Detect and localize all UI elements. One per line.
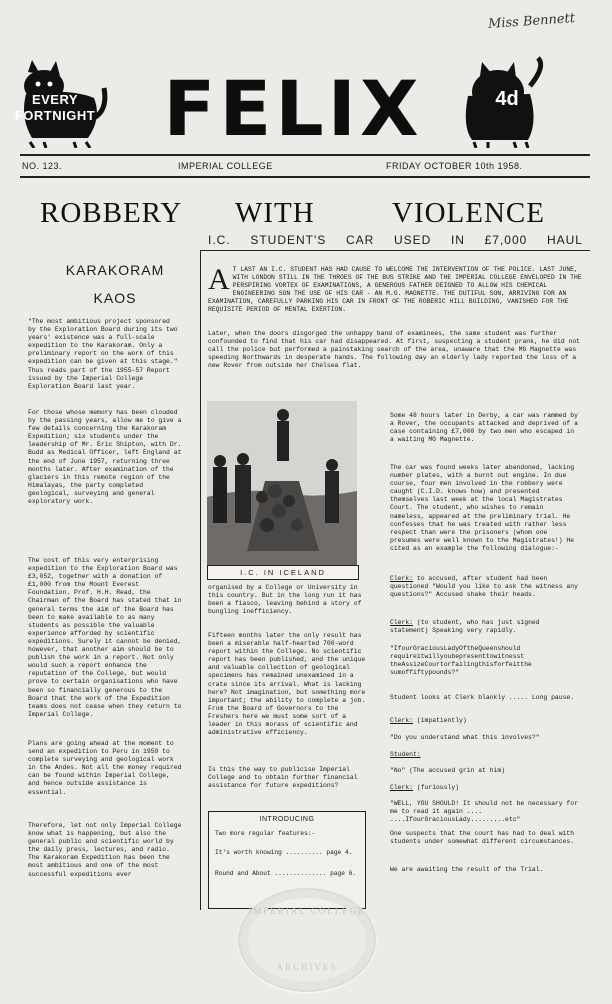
dialogue-text: (to student, who has just signed statement) Speaking very rapidly. (390, 619, 540, 635)
subhead-word: I.C. (208, 233, 231, 247)
college-name: IMPERIAL COLLEGE (178, 161, 273, 171)
subhead-word: £7,000 (484, 233, 528, 247)
dialogue-line (390, 619, 580, 635)
dialogue-line: One suspects that the court has had to deal with students under somewhat different circumstances. (390, 830, 575, 846)
dialogue-line: We are awaiting the result of the Trial. (390, 866, 544, 873)
price-badge: 4d (495, 88, 519, 110)
issue-date: FRIDAY OCTOBER 10th 1958. (386, 161, 523, 171)
introducing-title: INTRODUCING (259, 816, 315, 823)
robbery-para-3: Some 48 hours later in Derby, a car was rammed by a Rover, the occupants attacked and deprived of a case containing £7,000 by two men who escaped in a waiting MG Magnette. (390, 412, 578, 444)
subhead-word: HAUL (546, 233, 583, 247)
karakoram-continuation-para-2: Is this the way to publicise Imperial College and to obtain further financial assistance for future expeditions? (208, 766, 358, 790)
subhead-rule (200, 250, 590, 251)
handwritten-annotation: Miss Bennett (487, 10, 576, 33)
dialogue-speaker: Clerk: (390, 784, 414, 791)
dialogue-text: to accused, after student had been questioned "Would you like to ask the witness any questions?" Accused shake their heads. (390, 575, 578, 599)
dialogue-line (390, 575, 580, 599)
feature-page: page 6. (330, 870, 357, 877)
feature-label: Round and About .............. (215, 870, 327, 877)
karakoram-continuation-para-1: Fifteen months later the only result has been a miserable half-hearted 700-word report within the College. No scientific report has been published, and the unique and valuable collection of geological specimens has remained unexamined in a crate since its arrival. What is lacking here? Not imagination, but something more important; the ability to complete a job. From the Board of Governors to the Freshers here we must some sort of a leader in this morass of scientific and administrative efficiency. (208, 632, 366, 737)
banner-line2: FORTNIGHT (14, 108, 96, 123)
introducing-item (215, 869, 359, 878)
issue-number: NO. 123. (22, 161, 63, 171)
dialogue-line: "IfourGraciousLadyOftheQueenshould requireitwillyoubepresenttowitnesst theAssizeCourtorfailingthisforfeitthe sumoffiftypounds?" (390, 645, 532, 677)
robbery-para-4: The car was found weeks later abandoned, lacking number plates, with a burnt out engine. In due course, four men involved in the robbery were caught (C.I.D. knows how) and presented themselves last week at the local Magistrates Court. The student, who wishes to remain nameless, appeared at the preliminary trial. He confesses that he was treated with rather less respect than were the prisoners (whom one presumes were well known to the Magistrates!) He cited as an example the following dialogue:- (390, 464, 575, 552)
karakoram-para-4: The cost of this very enterprising expedition to the Exploration Board was £3,052, together with a donation of £1,000 from the Mount Everest Foundation. Prof. H.H. Read, the Chairman of the Board has stated that in general terms the aim of the Board has been to make available to as many students as possible the valuable experience afforded by scientific expeditions. Surely it cannot be denied, however, that another aim should be to publish the work in a report. Not only would such a report enhance the reputation of the College, but would prove to certain organisations who have been so financially generous to the Board that the work of the Expedition teams does not cease when they return to Imperial College. (28, 557, 182, 718)
dialogue-line (390, 784, 580, 792)
kaos-title: KAOS (93, 290, 137, 306)
dialogue-line: "No" (The accused grin at him) (390, 767, 506, 774)
drop-cap: A (208, 263, 230, 296)
felix-masthead-title: FELIX (163, 64, 423, 153)
dialogue-speaker: Clerk: (390, 575, 414, 582)
seal-text-top: IMPERIAL COLLEGE (248, 906, 366, 916)
headline-with: WITH (235, 197, 315, 229)
dialogue-speaker: Student: (390, 751, 421, 758)
iceland-photo (207, 401, 357, 565)
robbery-subhead (208, 233, 583, 247)
karakoram-para-6: Therefore, let not only Imperial College know what is happening, but also the general public and scientific world by the daily press, lectures, and radio. The Karakoram Expedition has been the most ambitious and one of the most successful expeditions ever (28, 822, 182, 878)
subhead-word: USED (393, 233, 432, 247)
masthead-rule-top (20, 154, 590, 156)
subhead-word: STUDENT'S (250, 233, 327, 247)
karakoram-title: KARAKORAM (65, 262, 165, 278)
dialogue-text: (impatiently) (416, 717, 467, 724)
karakoram-para-2: Thus reads part of the 1955-57 Report issued by the Imperial College Exploration Board last year. (28, 367, 170, 391)
introducing-subtitle: Two more regular features:- (215, 830, 316, 837)
dialogue-line (390, 717, 580, 725)
subhead-word: IN (450, 233, 465, 247)
feature-label: It's worth knowing .......... (215, 849, 323, 856)
banner-line1: EVERY (31, 92, 79, 107)
dialogue-line (390, 751, 580, 759)
subhead-word: CAR (345, 233, 375, 247)
robbery-para-2: Later, when the doors disgorged the unhappy band of examinees, the same student was further confounded to find that his car had disappeared. At first, suspecting a student prank, he did not call the police but performed a painstaking search of the area, unaware that the MG Magnette was speeding Northwards in desperate hands. The following day an elderly lady reported the loss of a new Rover from outside her Chelsea flat. (208, 330, 580, 370)
karakoram-para-1: "The most ambitious project sponsored by the Exploration Board during its two years' existence was a full-scale expedition to the Karakoram. Only a preliminary report on the work of this expedition can be given at this stage." (28, 318, 178, 366)
dialogue-speaker: Clerk: (390, 619, 414, 626)
karakoram-para-3: For those whose memory has been clouded by the passing years, allow me to give a few details concerning the Karakoram Expedition; six students under the leadership of Mr. Eric Shipton, with Dr. Budd as Medical Officer, left England at the end of June 1957, returning three months later. After examination of the glaciers in this remote region of the Himalayas, the party completed geological, surveying and general exploratory work. (28, 409, 182, 506)
photo-caption: I.C. IN ICELAND (207, 565, 359, 580)
left-column-rule (200, 250, 201, 910)
dialogue-line: "Do you understand what this involves?" (390, 734, 540, 741)
banner-every-fortnight (14, 92, 96, 124)
headline-violence: VIOLENCE (392, 197, 545, 229)
headline-robbery: ROBBERY (40, 197, 183, 229)
robbery-lead-text: T LAST AN I.C. STUDENT HAS HAD CAUSE TO WELCOME THE INTERVENTION OF THE POLICE. LAST JUNE, WITH LONDON STILL IN THE THROES OF THE BUS STRIKE AND THE IMPERIAL COLLEGE ENVELOPED IN THE PERSPIRING VORTEX OF EXAMINATIONS, A GENEROUS FATHER DEIGNED TO ALLOW HIS CHEMICAL ENGINEERING SON THE USE OF HIS CAR - AN M.G. MAGNETTE. THE DUTIFUL SON, ARRIVING FOR AN EXAMINATION, CAREFULLY PARKING HIS CAR IN FRONT OF THE ROBERIC HILL BUILDING, VANISHED FOR THE REQUISITE PERIOD OF MENTAL EXERTION. (208, 266, 582, 314)
robbery-lead (208, 263, 583, 315)
karakoram-para-5: Plans are going ahead at the moment to send an expedition to Peru in 1959 to complete surveying and geological work in the Andes. Not all the money required can be found within Imperial College, and hence outside assistance is essential. (28, 740, 182, 796)
dialogue-line: Student looks at Clerk blankly ..... Long pause. (390, 694, 575, 701)
dialogue-line: "WELL, YOU SHOULD! It should not be necessary for me to read it again .... ....IfourGraciousLady.........etc" (390, 800, 578, 824)
feature-page: page 4. (326, 849, 353, 856)
masthead-rule-bottom (20, 176, 590, 178)
introducing-item (215, 848, 359, 857)
karakoram-continuation: organised by a College or University in this country. But in the long run it has been a fiasco, leaving behind a story of bungling inefficiency. (208, 584, 362, 616)
dialogue-text: (furiously) (416, 784, 460, 791)
seal-text-bottom: ARCHIVES (276, 962, 338, 972)
dialogue-speaker: Clerk: (390, 717, 414, 724)
embossed-seal (238, 888, 376, 992)
